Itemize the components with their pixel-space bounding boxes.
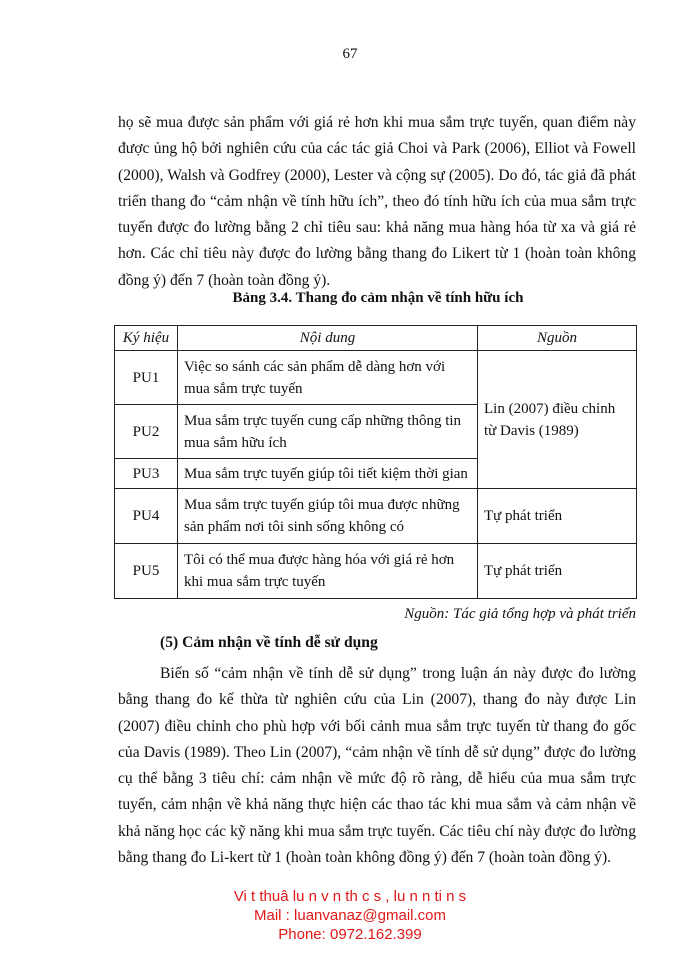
table-row [115,489,637,544]
scale-table [114,325,637,599]
row-code: PU4 [115,489,178,544]
table-row [115,544,637,599]
row-code: PU1 [115,351,178,405]
header-content: Nội dung [178,326,478,351]
table-header-row [115,326,637,351]
header-code: Ký hiệu [115,326,178,351]
row-code: PU3 [115,459,178,489]
footer-watermark-line-1: Vi t thuâ lu n v n th c s , lu n n ti n s [233,888,467,905]
section-heading: (5) Cảm nhận về tính dễ sử dụng [160,634,378,651]
page-number: 67 [342,46,358,62]
table-source-note: Nguồn: Tác giả tổng hợp và phát triển [404,606,636,622]
row-content: Mua sắm trực tuyến giúp tôi mua được những sản phẩm nơi tôi sinh sống không có [178,489,478,544]
table-caption: Bảng 3.4. Thang đo cảm nhận về tính hữu ích [232,290,524,306]
header-source: Nguồn [478,326,637,351]
row-content: Mua sắm trực tuyến cung cấp những thông tin mua sắm hữu ích [178,405,478,459]
body-paragraph-2: Biến số “cảm nhận về tính dễ sử dụng” trong luận án này được đo lường bằng thang đo kế thừa từ nghiên cứu của Lin (2007), thang đo này được Lin (2007) điều chỉnh cho phù hợp với bối cảnh mua sắm trực tuyến từ thang đo gốc của Davis (1989). Theo Lin (2007), “cảm nhận về tính dễ sử dụng” được đo lường cụ thể bằng 3 tiêu chí: cảm nhận về mức độ rõ ràng, dễ hiểu của mua sắm trực tuyến, cảm nhận về khả năng thực hiện các thao tác khi mua sắm và cảm nhận về khả năng học các kỹ năng khi mua sắm trực tuyến. Các tiêu chí này được đo lường bằng thang đo Li-kert từ 1 (hoàn toàn không đồng ý) đến 7 (hoàn toàn đồng ý). [118,665,636,867]
row-code: PU2 [115,405,178,459]
footer-email: Mail : luanvanaz@gmail.com [254,907,446,924]
row-source-merged: Lin (2007) điều chỉnh từ Davis (1989) [478,351,637,489]
row-source: Tự phát triển [478,489,637,544]
table-row [115,351,637,405]
footer-phone: Phone: 0972.162.399 [278,926,422,943]
row-content: Việc so sánh các sản phẩm dễ dàng hơn với mua sắm trực tuyến [178,351,478,405]
row-content: Tôi có thể mua được hàng hóa với giá rẻ hơn khi mua sắm trực tuyến [178,544,478,599]
row-code: PU5 [115,544,178,599]
row-content: Mua sắm trực tuyến giúp tôi tiết kiệm thời gian [178,459,478,489]
row-source: Tự phát triển [478,544,637,599]
body-paragraph-1: họ sẽ mua được sản phẩm với giá rẻ hơn khi mua sắm trực tuyến, quan điểm này được ủng hộ bởi nghiên cứu của các tác giả Choi và Park (2006), Elliot và Fowell (2000), Walsh và Godfrey (2000), Lester và cộng sự (2005). Do đó, tác giả đã phát triển thang đo “cảm nhận về tính hữu ích”, theo đó tính hữu ích của mua sắm trực tuyến được đo lường bằng 2 chỉ tiêu sau: khả năng mua hàng hóa từ xa và giá rẻ hơn. Các chỉ tiêu này được đo lường bằng thang đo Likert từ 1 (hoàn toàn không đồng ý) đến 7 (hoàn toàn đồng ý). [118,114,636,289]
